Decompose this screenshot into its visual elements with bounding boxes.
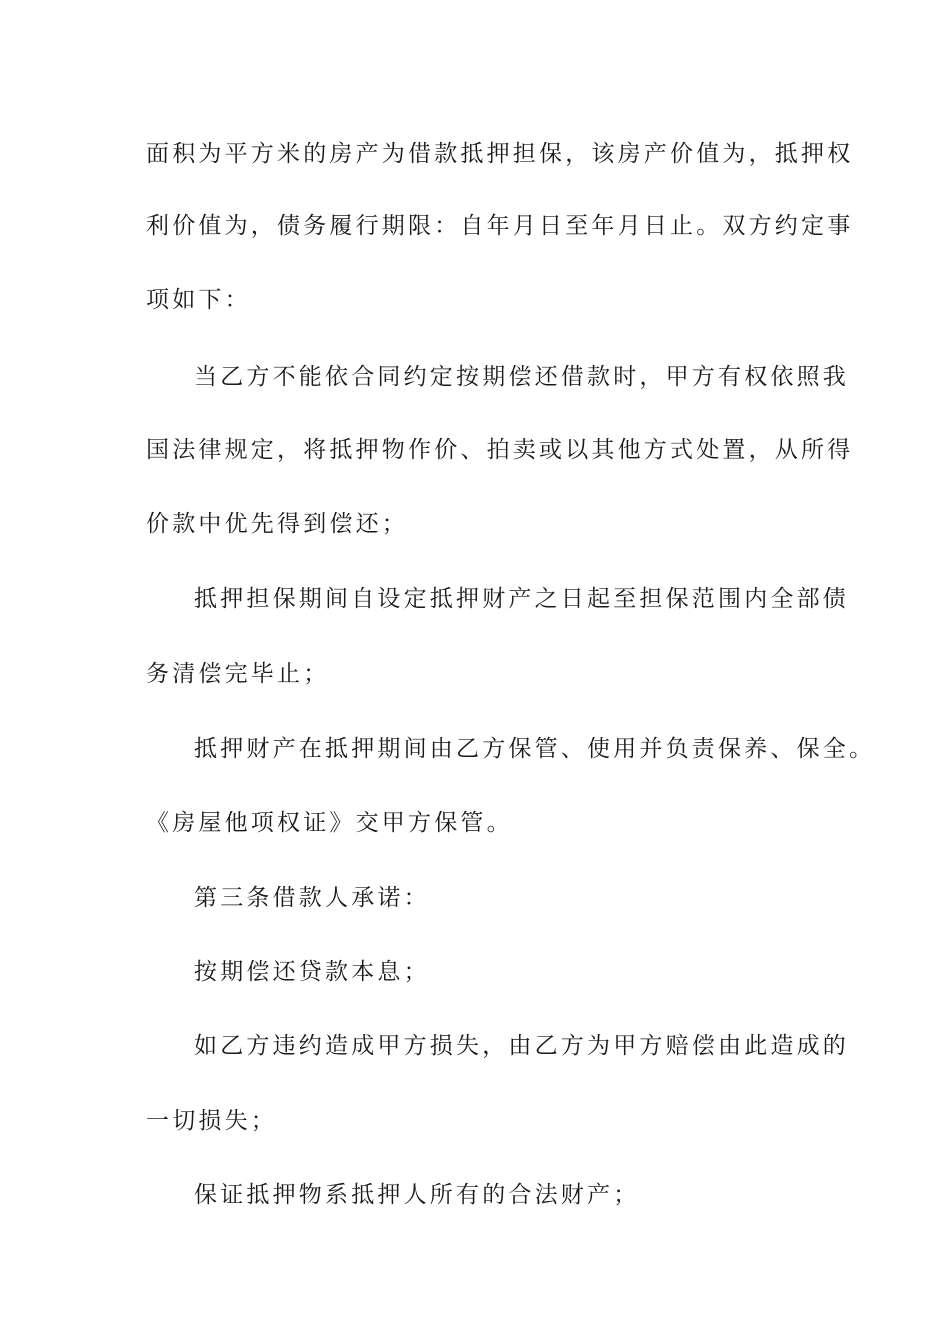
paragraph-line: 抵押担保期间自设定抵押财产之日起至担保范围内全部债: [194, 586, 849, 612]
paragraph-line: 当乙方不能依合同约定按期偿还借款时，甲方有权依照我: [194, 364, 849, 390]
paragraph-line: 如乙方违约造成甲方损失，由乙方为甲方赔偿由此造成的: [194, 1033, 849, 1059]
paragraph-line: 面积为平方米的房产为借款抵押担保，该房产价值为，抵押权: [146, 141, 854, 167]
paragraph-line: 利价值为，债务履行期限：自年月日至年月日止。双方约定事: [146, 213, 854, 239]
paragraph-line: 《房屋他项权证》交甲方保管。: [146, 810, 513, 836]
paragraph-line: 务清偿完毕止；: [146, 661, 330, 687]
paragraph-line: 一切损失；: [146, 1108, 277, 1134]
paragraph-line: 按期偿还贷款本息；: [194, 959, 430, 985]
paragraph-line: 国法律规定，将抵押物作价、拍卖或以其他方式处置，从所得: [146, 437, 854, 463]
paragraph-line: 价款中优先得到偿还；: [146, 511, 408, 537]
section-heading: 第三条借款人承诺：: [194, 885, 430, 911]
paragraph-line: 保证抵押物系抵押人所有的合法财产；: [194, 1182, 640, 1208]
paragraph-line: 抵押财产在抵押期间由乙方保管、使用并负责保养、保全。: [194, 736, 876, 762]
paragraph-line: 项如下：: [146, 287, 251, 313]
